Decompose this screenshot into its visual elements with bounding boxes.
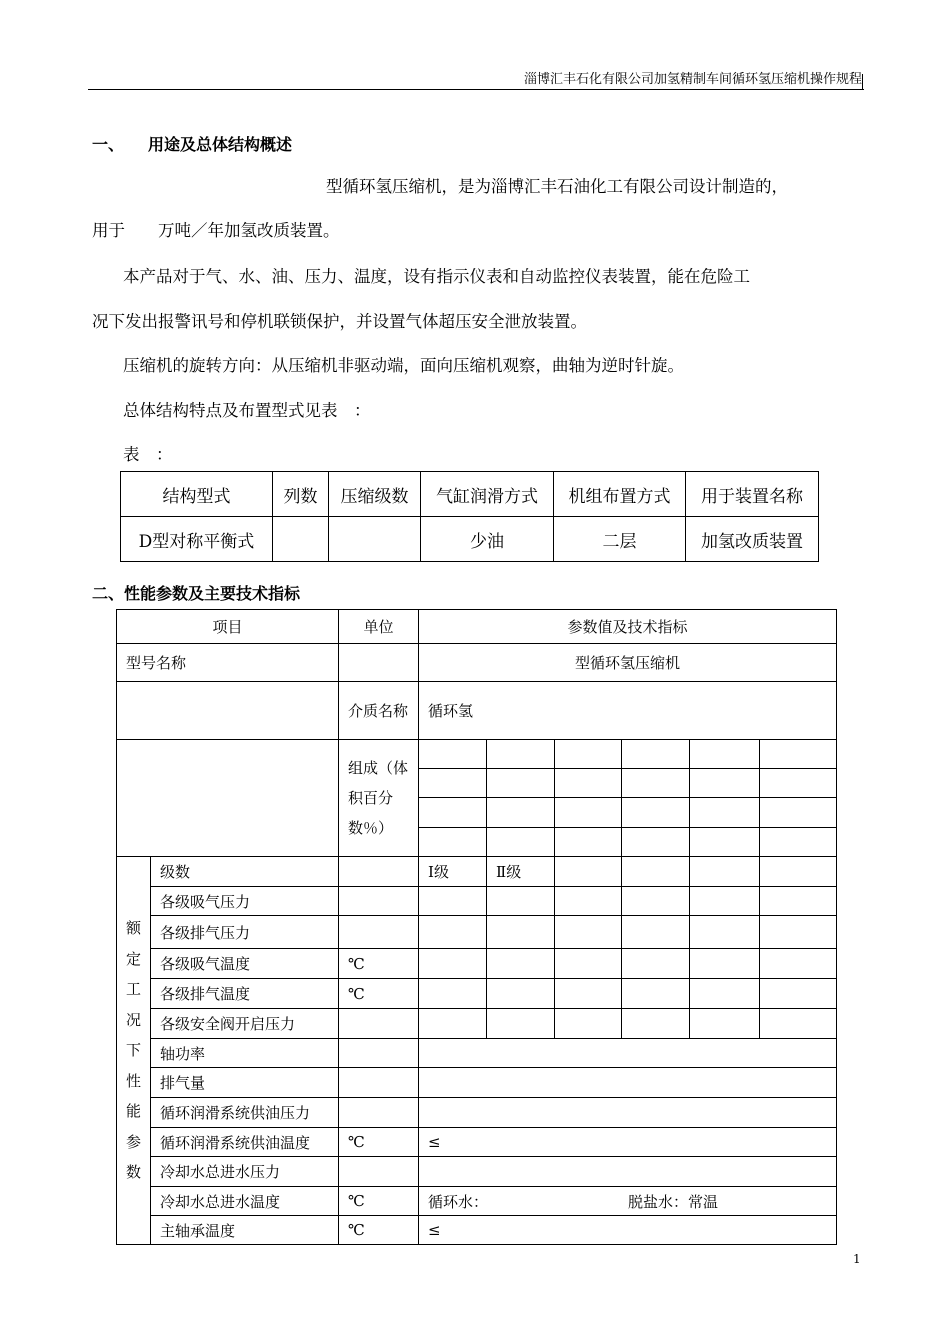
cell [760, 740, 837, 769]
structure-table [120, 471, 819, 562]
header-item: 项目 [117, 610, 339, 644]
header-cell: 压缩级数 [329, 472, 421, 517]
cell [690, 887, 760, 916]
table-row [117, 857, 837, 887]
para-2-line-1: 本产品对于气、水、油、压力、温度，设有指示仪表和自动监控仪表装置，能在危险工 [123, 267, 750, 286]
cell [339, 857, 419, 887]
header-cell: 用于装置名称 [686, 472, 819, 517]
row-unit: ℃ [339, 949, 419, 979]
cell [419, 916, 487, 949]
water-desalt: 脱盐水：常温 [628, 1192, 719, 1211]
bearing-temp-value: ≤ [419, 1216, 837, 1245]
cell [487, 916, 555, 949]
cell [555, 798, 622, 828]
cell [690, 828, 760, 857]
rated-group-text: 额定工况下性能参数 [125, 919, 141, 1182]
stage-1: Ⅰ级 [419, 857, 487, 887]
cell [622, 857, 690, 887]
cell [622, 916, 690, 949]
cell [487, 887, 555, 916]
cell [690, 798, 760, 828]
water-temp-value [419, 1187, 837, 1216]
cell [273, 517, 329, 562]
water-temp-label: 冷却水总进水温度 [151, 1187, 339, 1216]
para-2-line-2: 况下发出报警讯号和停机联锁保护，并设置气体超压安全泄放装置。 [92, 312, 587, 331]
cell [622, 949, 690, 979]
section-1-title: 用途及总体结构概述 [148, 135, 293, 154]
row-unit: ℃ [339, 979, 419, 1009]
table-row [117, 1068, 837, 1098]
header-cell: 列数 [273, 472, 329, 517]
header-rule [88, 89, 864, 90]
header-tick [862, 74, 863, 89]
cell [555, 769, 622, 798]
oil-pressure-label: 循环润滑系统供油压力 [151, 1098, 339, 1128]
header-cell: 结构型式 [121, 472, 273, 517]
oil-temp-label: 循环润滑系统供油温度 [151, 1128, 339, 1157]
cell [487, 1009, 555, 1039]
table-row [117, 1098, 837, 1128]
bearing-temp-label: 主轴承温度 [151, 1216, 339, 1245]
cell [760, 1009, 837, 1039]
cell [622, 740, 690, 769]
row-unit [339, 916, 419, 949]
cell: D型对称平衡式 [121, 517, 273, 562]
cell [622, 979, 690, 1009]
cell [339, 1157, 419, 1187]
cell [760, 887, 837, 916]
table-row [117, 949, 837, 979]
shaft-power-label: 轴功率 [151, 1039, 339, 1068]
cell [555, 1009, 622, 1039]
table-row [117, 916, 837, 949]
water-temp-unit: ℃ [339, 1187, 419, 1216]
cell [419, 1039, 837, 1068]
cell [622, 798, 690, 828]
table-row [121, 517, 819, 562]
para-1-line-1: 型循环氢压缩机，是为淄博汇丰石油化工有限公司设计制造的， [326, 177, 788, 196]
cell [760, 979, 837, 1009]
cell [555, 828, 622, 857]
table-row [117, 1157, 837, 1187]
cell [760, 798, 837, 828]
cell [555, 949, 622, 979]
cell [555, 857, 622, 887]
cell [487, 769, 555, 798]
oil-temp-value: ≤ [419, 1128, 837, 1157]
cell [760, 828, 837, 857]
table-row [117, 1009, 837, 1039]
cell [690, 916, 760, 949]
stage-2: Ⅱ级 [487, 857, 555, 887]
header-unit: 单位 [339, 610, 419, 644]
cell [419, 949, 487, 979]
header-value: 参数值及技术指标 [419, 610, 837, 644]
table-row [121, 472, 819, 517]
table-1-caption: 表 ： [123, 445, 173, 464]
cell [760, 949, 837, 979]
cell [760, 769, 837, 798]
cell [555, 740, 622, 769]
cell: 二层 [554, 517, 686, 562]
cell [419, 1157, 837, 1187]
cell [419, 1068, 837, 1098]
cell [760, 857, 837, 887]
table-row [117, 1128, 837, 1157]
cell [117, 740, 339, 857]
cell [487, 828, 555, 857]
cell [419, 769, 487, 798]
cell [419, 1098, 837, 1128]
row-unit [339, 1009, 419, 1039]
cell [487, 798, 555, 828]
row-unit [339, 887, 419, 916]
cell [117, 682, 339, 740]
composition-label: 组成（体积百分数％） [339, 740, 419, 857]
header-cell: 机组布置方式 [554, 472, 686, 517]
cell [622, 828, 690, 857]
table-row [117, 610, 837, 644]
medium-label: 介质名称 [339, 682, 419, 740]
cell [690, 769, 760, 798]
bearing-temp-unit: ℃ [339, 1216, 419, 1245]
discharge-label: 排气量 [151, 1068, 339, 1098]
water-circ: 循环水： [428, 1192, 489, 1211]
cell [487, 740, 555, 769]
section-1-heading [92, 132, 292, 155]
cell [555, 887, 622, 916]
cell [329, 517, 421, 562]
model-label: 型号名称 [117, 644, 339, 682]
model-value: 型循环氢压缩机 [419, 644, 837, 682]
cell [760, 916, 837, 949]
cell [419, 828, 487, 857]
cell [419, 1009, 487, 1039]
cell [622, 769, 690, 798]
medium-value: 循环氢 [419, 682, 837, 740]
cell [690, 979, 760, 1009]
cell [690, 1009, 760, 1039]
para-4: 总体结构特点及布置型式见表 ： [123, 401, 371, 420]
cell [690, 857, 760, 887]
section-1-number: 一、 [92, 135, 125, 154]
cell [339, 1098, 419, 1128]
table-row [117, 682, 837, 740]
header-cell: 气缸润滑方式 [421, 472, 554, 517]
cell [419, 887, 487, 916]
table-row [117, 887, 837, 916]
page-number: 1 [853, 1252, 861, 1266]
page-header: 淄博汇丰石化有限公司加氢精制车间循环氢压缩机操作规程 [523, 72, 862, 87]
cell [339, 1068, 419, 1098]
performance-table [116, 609, 837, 1245]
cell [339, 644, 419, 682]
cell [690, 740, 760, 769]
section-2-heading: 二、性能参数及主要技术指标 [92, 584, 301, 603]
para-1-line-2: 用于 万吨／年加氢改质装置。 [92, 221, 340, 240]
oil-temp-unit: ℃ [339, 1128, 419, 1157]
water-pressure-label: 冷却水总进水压力 [151, 1157, 339, 1187]
rated-group-label [117, 857, 151, 1245]
cell [487, 949, 555, 979]
cell [555, 916, 622, 949]
cell [419, 740, 487, 769]
cell [419, 798, 487, 828]
cell [339, 1039, 419, 1068]
cell: 少油 [421, 517, 554, 562]
cell [555, 979, 622, 1009]
row-label: 各级排气温度 [151, 979, 339, 1009]
table-row [117, 1187, 837, 1216]
cell [419, 979, 487, 1009]
cell [690, 949, 760, 979]
stages-label: 级数 [151, 857, 339, 887]
row-label: 各级吸气压力 [151, 887, 339, 916]
cell: 加氢改质装置 [686, 517, 819, 562]
table-row [117, 644, 837, 682]
row-label: 各级安全阀开启压力 [151, 1009, 339, 1039]
cell [622, 887, 690, 916]
table-row [117, 740, 837, 769]
cell [622, 1009, 690, 1039]
para-3: 压缩机的旋转方向：从压缩机非驱动端，面向压缩机观察，曲轴为逆时针旋。 [123, 356, 684, 375]
row-label: 各级排气压力 [151, 916, 339, 949]
cell [487, 979, 555, 1009]
table-row [117, 1216, 837, 1245]
table-row [117, 1039, 837, 1068]
table-row [117, 979, 837, 1009]
row-label: 各级吸气温度 [151, 949, 339, 979]
